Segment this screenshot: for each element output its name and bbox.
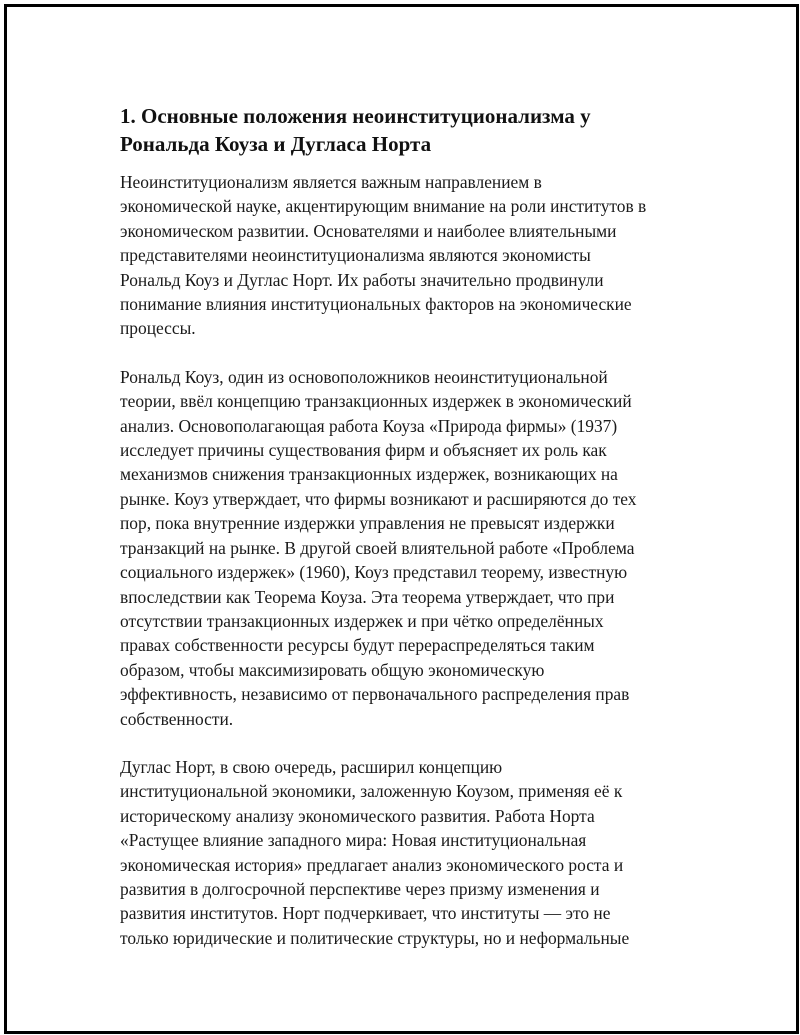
paragraph-north: Дуглас Норт, в свою очередь, расширил концепцию институциональной экономики, заложенную Коузом, применяя её к историческому анализу экономического развития. Работа Норта «Растущее влияние западного мира: Новая институциональная экономическая история» предлагает анализ экономического роста и развития в долгосрочной перспективе через призму изменения и развития институтов. Норт подчеркивает, что институты — это не только юридические и политические структуры, но и неформальные: [120, 756, 630, 948]
paragraph-intro: Неоинституционализм является важным направлением в экономической науке, акцентирующим внимание на роли институтов в экономическом развитии. Основателями и наиболее влиятельными представителями неоинституционализма являются экономисты Рональд Коуз и Дуглас Норт. Их работы значительно продвинули понимание влияния институциональных факторов на экономические процессы.: [120, 172, 647, 339]
document-body: [120, 102, 700, 974]
title-line-2: Рональда Коуза и Дугласа Норта: [120, 132, 432, 156]
document-title: [120, 102, 700, 158]
title-line-1: 1. Основные положения неоинституционализма у: [120, 104, 591, 128]
paragraph-coase: Рональд Коуз, один из основоположников неоинституциональной теории, ввёл концепцию транзакционных издержек в экономический анализ. Основополагающая работа Коуза «Природа фирмы» (1937) исследует причины существования фирм и объясняет их роль как механизмов снижения транзакционных издержек, возникающих на рынке. Коуз утверждает, что фирмы возникают и расширяются до тех пор, пока внутренние издержки управления не превысят издержки транзакций на рынке. В другой своей влиятельной работе «Проблема социального издержек» (1960), Коуз представил теорему, известную впоследствии как Теорема Коуза. Эта теорема утверждает, что при отсутствии транзакционных издержек и при чётко определённых правах собственности ресурсы будут перераспределяться таким образом, чтобы максимизировать общую экономическую эффективность, независимо от первоначального распределения прав собственности.: [120, 366, 637, 729]
page-frame: [4, 4, 799, 1034]
